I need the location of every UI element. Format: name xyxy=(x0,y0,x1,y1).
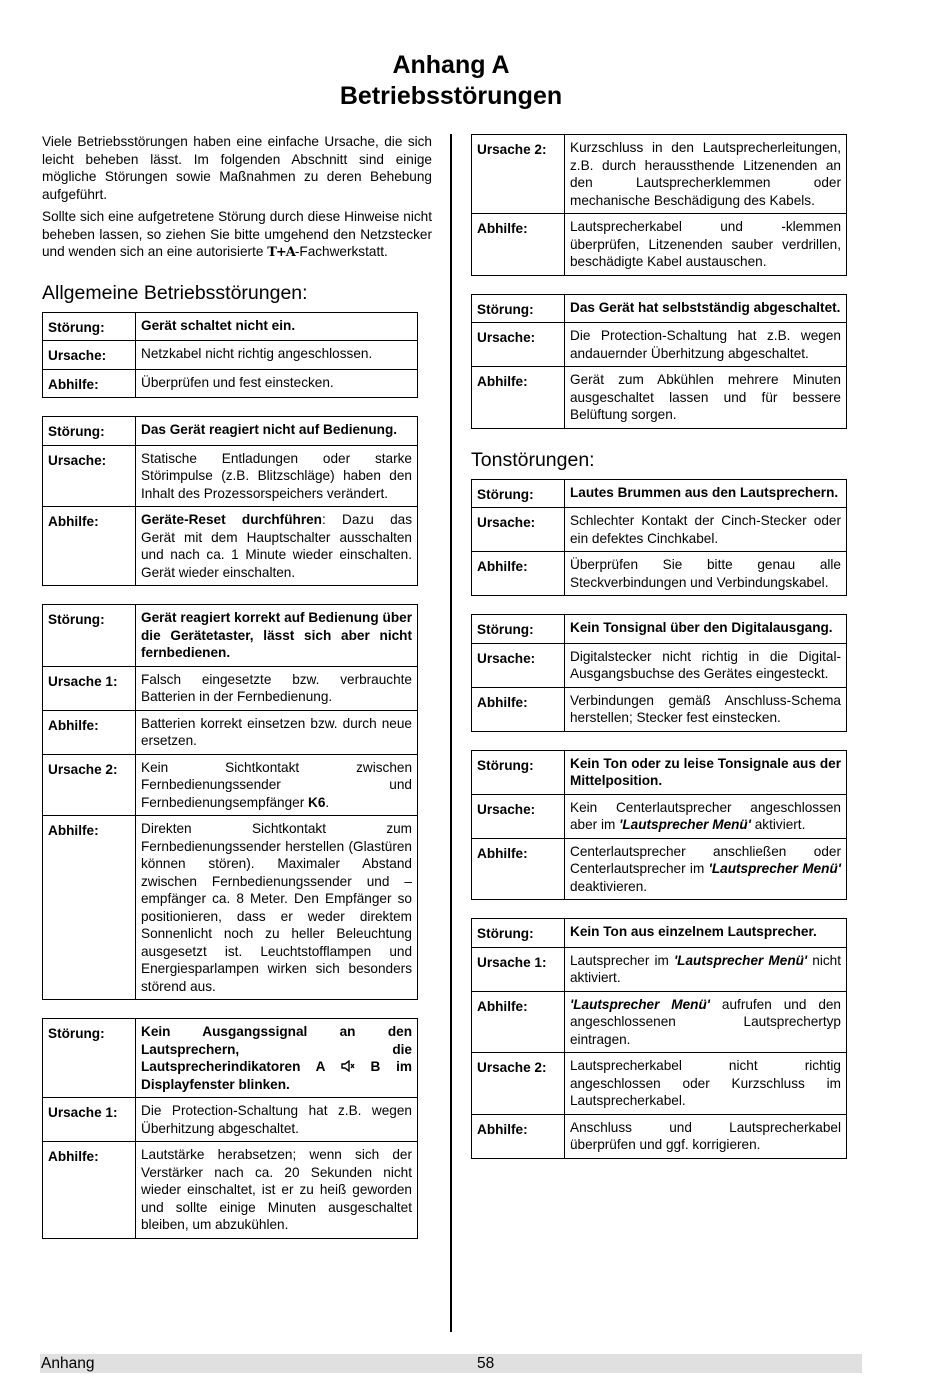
page-title xyxy=(0,50,902,112)
intro-paragraph-2 xyxy=(42,208,432,262)
row-value-end: aktiviert. xyxy=(750,817,806,832)
fault-table xyxy=(42,604,418,1000)
table-row xyxy=(472,615,847,644)
row-label: Ursache 2: xyxy=(472,1053,565,1115)
row-value-emphasis: 'Lautsprecher Menü' xyxy=(570,996,710,1012)
row-value: Lautstärke herabsetzen; wenn sich der Verstärker nach ca. 20 Sekunden nicht wieder einschaltet, ist er zu heiß geworden und sollte einige Minuten ausgeschaltet bleiben, um abzukühlen. xyxy=(136,1142,418,1239)
row-value: Kein Ton aus einzelnem Lautsprecher. xyxy=(565,919,847,948)
row-label: Störung: xyxy=(472,294,565,323)
row-label: Abhilfe: xyxy=(472,367,565,429)
row-value-text: Centerlautsprecher anschließen oder Centerlautsprecher im xyxy=(570,843,841,876)
row-value xyxy=(565,838,847,900)
table-row xyxy=(472,687,847,731)
table-row xyxy=(472,1114,847,1158)
row-value-text: Kein Centerlautsprecher angeschlossen aber im xyxy=(570,799,841,832)
row-label: Abhilfe: xyxy=(472,552,565,596)
row-value: Netzkabel nicht richtig angeschlossen. xyxy=(136,341,418,370)
row-label: Störung: xyxy=(472,479,565,508)
row-value-bold: K6 xyxy=(308,794,326,810)
row-value-end: nicht aktiviert. xyxy=(570,952,841,985)
table-row xyxy=(43,710,418,754)
row-value: Kein Ton oder zu leise Tonsignale aus der Mittelposition. xyxy=(565,750,847,794)
row-value-text: : Dazu das Gerät mit dem Hauptschalter ausschalten und nach ca. 1 Minute wieder einschalten. Gerät wieder einschalten. xyxy=(141,512,413,580)
page-footer xyxy=(40,1354,862,1373)
row-label: Abhilfe: xyxy=(472,991,565,1053)
row-value xyxy=(565,947,847,991)
row-value: Kein Tonsignal über den Digitalausgang. xyxy=(565,615,847,644)
row-value-text: Lautsprecher im xyxy=(570,952,674,968)
row-label: Ursache 1: xyxy=(43,1098,136,1142)
row-value-end: . xyxy=(325,794,330,810)
row-label: Störung: xyxy=(43,1019,136,1098)
table-row xyxy=(472,991,847,1053)
column-divider xyxy=(450,134,452,1332)
fault-table xyxy=(471,294,847,429)
row-label: Abhilfe: xyxy=(472,838,565,900)
row-value-emphasis: 'Lautsprecher Menü' xyxy=(619,817,751,832)
table-row xyxy=(472,135,847,214)
row-value: Kurzschluss in den Lautsprecherleitungen, z.B. durch heraussthende Litzenenden an den Lautsprecherklemmen oder mechanische Beschädigung des Kabels. xyxy=(565,135,847,214)
intro-p2-end: -Fachwerkstatt. xyxy=(294,244,388,259)
row-label: Ursache: xyxy=(43,341,136,370)
row-label: Abhilfe: xyxy=(43,1142,136,1239)
row-value: Die Protection-Schaltung hat z.B. wegen andauernder Überhitzung abgeschaltet. xyxy=(565,323,847,367)
row-label: Abhilfe: xyxy=(43,710,136,754)
row-value xyxy=(136,1019,418,1098)
table-row xyxy=(43,816,418,1000)
row-value-end: B im Displayfenster blinken. xyxy=(141,1059,413,1092)
table-row xyxy=(472,323,847,367)
row-value: Überprüfen und fest einstecken. xyxy=(136,369,418,398)
row-label: Störung: xyxy=(472,615,565,644)
table-row xyxy=(472,294,847,323)
row-label: Abhilfe: xyxy=(43,816,136,1000)
row-label: Ursache: xyxy=(472,508,565,552)
table-row xyxy=(472,947,847,991)
table-row xyxy=(43,1098,418,1142)
row-value xyxy=(136,507,418,586)
section-heading-ton: Tonstörungen: xyxy=(471,448,595,471)
footer-label: Anhang xyxy=(41,1355,95,1372)
row-value: Überprüfen Sie bitte genau alle Steckverbindungen und Verbindungskabel. xyxy=(565,552,847,596)
row-value-emphasis: 'Lautsprecher Menü' xyxy=(673,952,808,968)
row-value xyxy=(136,754,418,816)
row-label: Ursache: xyxy=(472,794,565,838)
row-label: Ursache 1: xyxy=(472,947,565,991)
row-label: Abhilfe: xyxy=(43,507,136,586)
table-row xyxy=(43,1142,418,1239)
row-value: Das Gerät reagiert nicht auf Bedienung. xyxy=(136,417,418,446)
row-value-text: Kein Sichtkontakt zwischen Fernbedienungssender und Fernbedienungsempfänger xyxy=(141,759,412,810)
row-label: Störung: xyxy=(43,605,136,667)
table-row xyxy=(472,552,847,596)
row-value xyxy=(565,991,847,1053)
table-row xyxy=(43,1019,418,1098)
row-label: Abhilfe: xyxy=(472,687,565,731)
row-label: Ursache 2: xyxy=(472,135,565,214)
row-value: Batterien korrekt einsetzen bzw. durch neue ersetzen. xyxy=(136,710,418,754)
row-value: Lautsprecherkabel nicht richtig angeschlossen oder Kurzschluss im Lautsprecherkabel. xyxy=(565,1053,847,1115)
ta-logo: T+A xyxy=(267,245,295,260)
row-value: Schlechter Kontakt der Cinch-Stecker oder ein defektes Cinchkabel. xyxy=(565,508,847,552)
fault-table xyxy=(471,750,847,901)
row-value: Falsch eingesetzte bzw. verbrauchte Batterien in der Fernbedienung. xyxy=(136,666,418,710)
table-row xyxy=(472,1053,847,1115)
table-row xyxy=(472,214,847,276)
right-column xyxy=(471,134,847,1177)
row-label: Ursache: xyxy=(43,445,136,507)
row-label: Ursache 2: xyxy=(43,754,136,816)
row-value: Gerät schaltet nicht ein. xyxy=(136,312,418,341)
table-row xyxy=(43,341,418,370)
intro-p2-text: Sollte sich eine aufgetretene Störung durch diese Hinweise nicht beheben lassen, so ziehen Sie bitte umgehend den Netzstecker und wenden sich an eine autorisierte xyxy=(42,209,432,259)
fault-table xyxy=(471,479,847,597)
row-value-end: deaktivieren. xyxy=(570,878,648,894)
page-number: 58 xyxy=(477,1355,495,1372)
row-label: Ursache: xyxy=(472,323,565,367)
intro-paragraph-1: Viele Betriebsstörungen haben eine einfache Ursache, die sich leicht beheben lässt. Im folgenden Abschnitt sind einige mögliche Störungen sowie Maßnahmen zu deren Behebung aufgeführt. xyxy=(42,134,432,202)
row-value: Anschluss und Lautsprecherkabel überprüfen und ggf. korrigieren. xyxy=(565,1114,847,1158)
speaker-icon xyxy=(341,1060,355,1072)
row-value-emphasis: 'Lautsprecher Menü' xyxy=(708,861,841,876)
row-value: Das Gerät hat selbstständig abgeschaltet. xyxy=(565,294,847,323)
fault-table xyxy=(471,134,847,276)
fault-table xyxy=(42,416,418,586)
fault-table xyxy=(42,312,418,399)
title-line-1: Anhang A xyxy=(392,51,510,79)
row-value: Gerät reagiert korrekt auf Bedienung über die Gerätetaster, lässt sich aber nicht fernbedienen. xyxy=(136,605,418,667)
row-value: Digitalstecker nicht richtig in die Digital-Ausgangsbuchse des Gerätes eingesteckt. xyxy=(565,643,847,687)
row-value: Lautsprecherkabel und -klemmen überprüfen, Litzenenden sauber verdrillen, beschädigte Kabel austauschen. xyxy=(565,214,847,276)
row-value: Gerät zum Abkühlen mehrere Minuten ausgeschaltet lassen und für bessere Belüftung sorgen. xyxy=(565,367,847,429)
table-row xyxy=(43,445,418,507)
table-row xyxy=(472,750,847,794)
table-row xyxy=(43,507,418,586)
table-row xyxy=(43,605,418,667)
table-row xyxy=(472,838,847,900)
row-label: Ursache 1: xyxy=(43,666,136,710)
intro xyxy=(42,133,432,262)
row-value: Lautes Brummen aus den Lautsprechern. xyxy=(565,479,847,508)
table-row xyxy=(472,508,847,552)
row-label: Abhilfe: xyxy=(43,369,136,398)
row-value: Die Protection-Schaltung hat z.B. wegen Überhitzung abgeschaltet. xyxy=(136,1098,418,1142)
table-row xyxy=(43,312,418,341)
row-value-end: aufrufen und den angeschlossenen Lautsprechertyp eintragen. xyxy=(570,996,841,1047)
row-label: Störung: xyxy=(472,919,565,948)
table-row xyxy=(43,417,418,446)
row-value: Statische Entladungen oder starke Störimpulse (z.B. Blitzschläge) haben den Inhalt des Prozessorspeichers verändert. xyxy=(136,445,418,507)
table-row xyxy=(472,794,847,838)
row-value: Verbindungen gemäß Anschluss-Schema herstellen; Stecker fest einstecken. xyxy=(565,687,847,731)
table-row xyxy=(43,666,418,710)
table-row xyxy=(472,367,847,429)
row-label: Abhilfe: xyxy=(472,1114,565,1158)
row-label: Störung: xyxy=(43,417,136,446)
row-value-bold: Geräte-Reset durchführen xyxy=(141,512,322,527)
row-label: Störung: xyxy=(43,312,136,341)
section-heading-allgemein: Allgemeine Betriebsstörungen: xyxy=(42,281,308,304)
row-value: Direkten Sichtkontakt zum Fernbedienungssender herstellen (Glastüren können stören). Maximaler Abstand zwischen Fernbedienungssender und –empfänger ca. 8 Meter. Den Empfänger so positionieren, dass er weder direktem Sonnenlicht noch zu heller Beleuchtung ausgesetzt ist. Leuchtstofflampen und Energiesparlampen wirken sich besonders störend aus. xyxy=(136,816,418,1000)
fault-table xyxy=(471,918,847,1159)
table-row xyxy=(43,369,418,398)
table-row xyxy=(472,479,847,508)
row-value xyxy=(565,794,847,838)
table-row xyxy=(472,643,847,687)
fault-table xyxy=(471,614,847,732)
fault-table xyxy=(42,1018,418,1239)
title-line-2: Betriebsstörungen xyxy=(339,82,563,110)
table-row xyxy=(43,754,418,816)
row-label: Abhilfe: xyxy=(472,214,565,276)
table-row xyxy=(472,919,847,948)
left-column xyxy=(42,133,432,1257)
row-label: Störung: xyxy=(472,750,565,794)
row-label: Ursache: xyxy=(472,643,565,687)
row-value-text: Kein Ausgangssignal an den Lautsprechern, die Lautsprecherindikatoren A xyxy=(141,1024,412,1074)
